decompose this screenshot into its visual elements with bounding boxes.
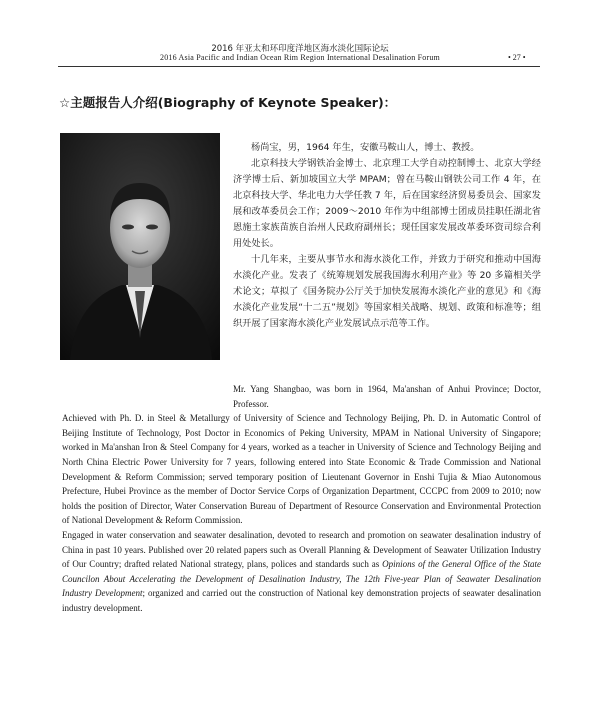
header-rule [58,66,540,67]
en-bio-intro: Mr. Yang Shangbao, was born in 1964, Ma'anshan of Anhui Province; Doctor, Professor. [233,384,541,409]
speaker-portrait [60,133,220,360]
en-bio-work-a: Engaged in water conservation and seawater desalination, devoted to research and promotion on seawater desalination industry of China in past 10 years. Published over 20 related papers such as Overall Planning & Development of Seawater Utilization Industry of Our Country; drafted related National strategy, plans, polices and standards such as [62,529,541,570]
cn-bio-education: 北京科技大学钢铁冶金博士、北京理工大学自动控制博士、北京大学经济学博士后、新加坡国立大学 MPAM；曾在马鞍山钢铁公司工作 4 年，在北京科技大学、华北电力大学任教 7 年，后在国家经济贸易委员会、国家发展和改革委员会工作；2009～2010 年作为中组部博士团成员挂职任湖北省恩施土家族苗族自治州人民政府副州长；现任国家发展改革委环资司综合利用处处长。 [233,158,541,249]
en-bio-career: Achieved with Ph. D. in Steel & Metallurgy of University of Science and Technology Beijing, Ph. D. in Automatic Control of Beijing Institute of Technology, Post Doctor in Economics of Peking University, MPAM in National University of Singapore; worked in Ma'anshan Iron & Steel Company for 4 years, worked as a teacher in University of Science and Technology Beijing and North China Electric Power University for 7 years, following entered into State Economic & Trade Commission and National Development & Reform Commission; served temporary position of Lieutenant Governor in Enshi Tujia & Miao Autonomous Prefecture, Hubei Province as the member of Doctor Service Corps of Organization Department, CCCPC from 2009 to 2010; now holds the position of Director, Water Conservation Bureau of Department of Resource Conservation and Environmental Protection of National Development & Reform Commission. [62,413,541,526]
en-biography [62,382,541,616]
en-bio-work-b: ; organized and carried out the construction of National key demonstration projects of seawater desalination industry development. [62,588,541,613]
cn-bio-intro: 杨尚宝，男，1964 年生，安徽马鞍山人，博士、教授。 [251,142,480,153]
header-cn-title: 2016 年亚太和环印度洋地区海水淡化国际论坛 [211,44,389,54]
en-bio-work [62,528,541,616]
header-en-title: 2016 Asia Pacific and Indian Ocean Rim Region International Desalination Forum [160,53,440,62]
page-number: • 27 • [508,53,526,62]
portrait-graphic [60,133,220,360]
en-bio-work-italic: Opinions of the General Office of the State Councilon About Accelerating the Development of Desalination Industry, The 12th Five-year Plan of Seawater Desalination Industry Development [62,559,541,599]
cn-biography [233,140,541,332]
cn-bio-work: 十几年来，主要从事节水和海水淡化工作，并致力于研究和推动中国海水淡化产业。发表了《统筹规划发展我国海水利用产业》等 20 多篇相关学术论文；草拟了《国务院办公厅关于加快发展海水淡化产业的意见》和《海水淡化产业发展“十二五”规划》等国家相关战略、规划、政策和标准等；组织开展了国家海水淡化产业发展试点示范等工作。 [233,254,541,329]
section-title: ☆主题报告人介绍(Biography of Keynote Speaker)： [59,95,397,110]
